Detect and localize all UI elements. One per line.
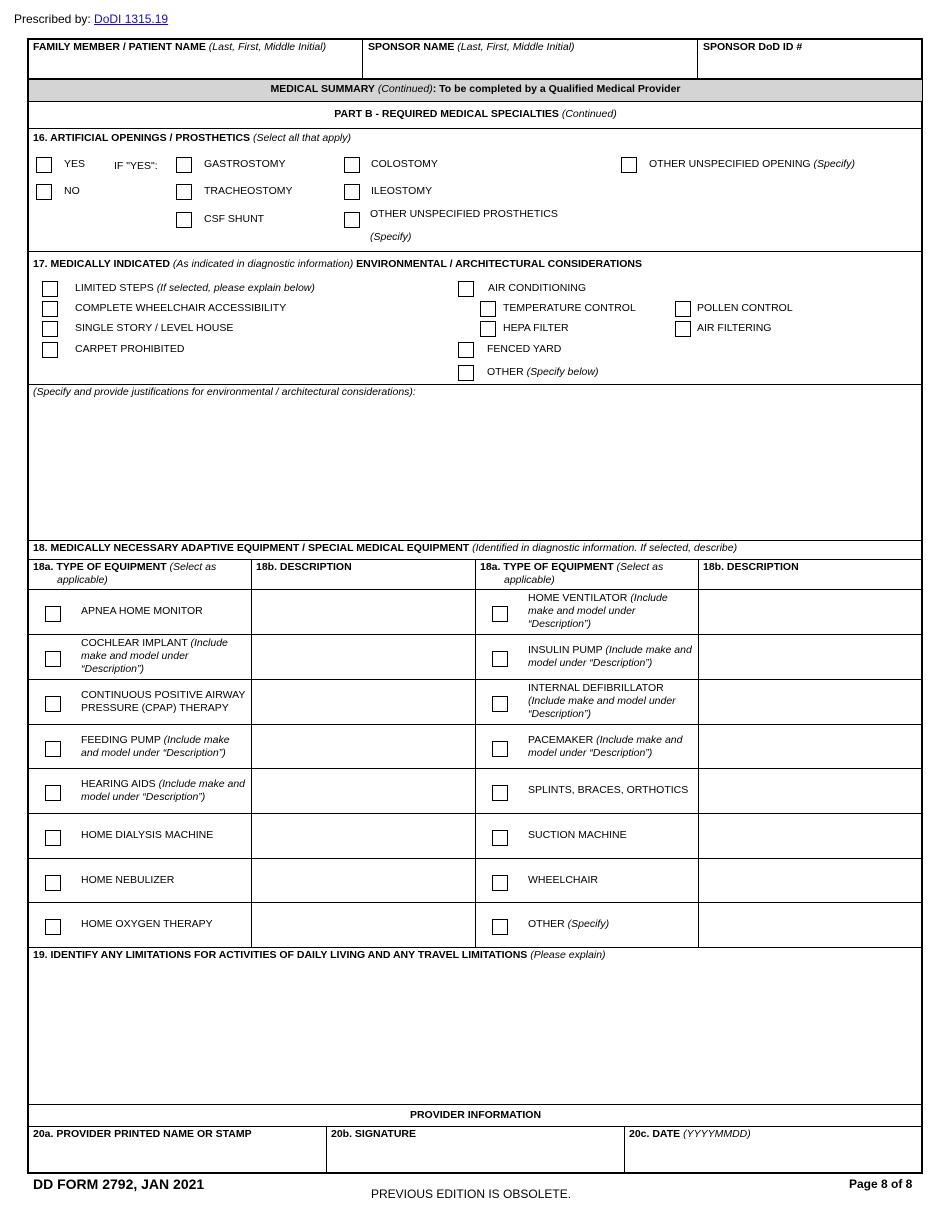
limited-steps-checkbox[interactable] — [42, 281, 58, 297]
temperature-label: TEMPERATURE CONTROL — [503, 302, 636, 314]
equip-left-description-0[interactable] — [253, 590, 473, 633]
patient-name-label: FAMILY MEMBER / PATIENT NAME (Last, First, Middle Initial) — [33, 41, 327, 53]
other-env-checkbox[interactable] — [458, 365, 474, 381]
gastrostomy-checkbox[interactable] — [176, 157, 192, 173]
equip-right-label-3 — [528, 734, 692, 760]
ileostomy-label: ILEOSTOMY — [371, 185, 433, 197]
equip-left-checkbox-5[interactable] — [45, 830, 61, 846]
equip-right-label-4 — [528, 784, 692, 797]
equip-left-description-6[interactable] — [253, 859, 473, 902]
equip-left-label-4 — [81, 778, 247, 804]
equip-left-description-7[interactable] — [253, 903, 473, 946]
col-type-right: 18a. TYPE OF EQUIPMENT (Select as — [480, 561, 664, 573]
equip-right-label-0 — [528, 592, 692, 631]
sec17-title: 17. MEDICALLY INDICATED (As indicated in diagnostic information) ENVIRONMENTAL / ARCHITECTURAL CONSIDERATIONS — [33, 258, 642, 270]
sec16-no-checkbox[interactable] — [36, 184, 52, 200]
limitations-field[interactable] — [30, 964, 920, 1102]
equip-right-checkbox-5[interactable] — [492, 830, 508, 846]
equip-hint: (Include make and model under “Description”) — [528, 592, 668, 630]
prescribed-prefix: Prescribed by: — [14, 12, 91, 26]
col-desc-left: 18b. DESCRIPTION — [256, 561, 352, 573]
equip-name: HOME VENTILATOR — [528, 592, 628, 604]
equip-right-description-4[interactable] — [700, 769, 919, 812]
justification-label: (Specify and provide justifications for environmental / architectural considerations): — [33, 386, 416, 398]
equip-left-label-5 — [81, 829, 247, 842]
justification-field[interactable] — [30, 400, 920, 538]
air-conditioning-checkbox[interactable] — [458, 281, 474, 297]
equip-right-label-6 — [528, 874, 692, 887]
equip-name: SPLINTS, BRACES, ORTHOTICS — [528, 784, 689, 796]
equip-left-checkbox-7[interactable] — [45, 919, 61, 935]
other-prosthetics-label: OTHER UNSPECIFIED PROSTHETICS — [370, 208, 558, 220]
equip-name: INSULIN PUMP — [528, 644, 603, 656]
equip-name: FEEDING PUMP — [81, 734, 161, 746]
equip-left-checkbox-3[interactable] — [45, 741, 61, 757]
pollen-label: POLLEN CONTROL — [697, 302, 793, 314]
equip-right-description-5[interactable] — [700, 814, 919, 857]
equip-left-checkbox-6[interactable] — [45, 875, 61, 891]
patient-name-field[interactable] — [30, 55, 360, 77]
equip-left-description-2[interactable] — [253, 680, 473, 723]
equip-hint: (Include make and model under “Description”) — [528, 644, 692, 669]
equip-left-label-3 — [81, 734, 247, 760]
sec18-title: 18. MEDICALLY NECESSARY ADAPTIVE EQUIPMENT / SPECIAL MEDICAL EQUIPMENT (Identified in diagnostic information. If selected, describe) — [33, 542, 738, 554]
sec16-title: 16. ARTIFICIAL OPENINGS / PROSTHETICS (Select all that apply) — [33, 132, 352, 144]
equip-left-description-3[interactable] — [253, 725, 473, 768]
equip-right-description-6[interactable] — [700, 859, 919, 902]
equip-left-checkbox-1[interactable] — [45, 651, 61, 667]
part-b-title: PART B - REQUIRED MEDICAL SPECIALTIES (Continued) — [334, 108, 617, 120]
equip-left-description-1[interactable] — [253, 635, 473, 678]
signature-label: 20b. SIGNATURE — [331, 1128, 416, 1140]
equip-name: CONTINUOUS POSITIVE AIRWAY PRESSURE (CPAP) THERAPY — [81, 689, 246, 714]
sponsor-dodid-label: SPONSOR DoD ID # — [703, 41, 803, 53]
equip-name: INTERNAL DEFIBRILLATOR — [528, 682, 664, 694]
equip-right-label-7 — [528, 918, 692, 931]
colostomy-checkbox[interactable] — [344, 157, 360, 173]
provider-name-label: 20a. PROVIDER PRINTED NAME OR STAMP — [33, 1128, 252, 1140]
equip-right-description-7[interactable] — [700, 903, 919, 946]
equip-right-description-1[interactable] — [700, 635, 919, 678]
signature-field[interactable] — [328, 1142, 622, 1170]
single-story-label: SINGLE STORY / LEVEL HOUSE — [75, 322, 234, 334]
equip-hint: (Include make and model under “Description”) — [81, 734, 230, 759]
equip-name: HOME NEBULIZER — [81, 874, 175, 886]
equip-name: HOME DIALYSIS MACHINE — [81, 829, 214, 841]
wheelchair-access-label: COMPLETE WHEELCHAIR ACCESSIBILITY — [75, 302, 287, 314]
equip-left-description-4[interactable] — [253, 769, 473, 812]
fenced-yard-label: FENCED YARD — [487, 343, 562, 355]
limited-steps-label: LIMITED STEPS (If selected, please explain below) — [75, 282, 315, 294]
equip-hint: (Include make and model under “Description”) — [528, 734, 683, 759]
equip-left-checkbox-0[interactable] — [45, 606, 61, 622]
hepa-checkbox[interactable] — [480, 321, 496, 337]
other-opening-label: OTHER UNSPECIFIED OPENING (Specify) — [649, 158, 855, 170]
temperature-checkbox[interactable] — [480, 301, 496, 317]
equip-hint: (Include make and model under “Description”) — [528, 695, 676, 720]
equip-name: HOME OXYGEN THERAPY — [81, 918, 213, 930]
equip-right-label-5 — [528, 829, 692, 842]
equip-hint: (Include make and model under “Description”) — [81, 637, 228, 675]
pollen-checkbox[interactable] — [675, 301, 691, 317]
prescribed-by — [14, 13, 168, 26]
air-conditioning-label: AIR CONDITIONING — [488, 282, 587, 294]
equip-right-checkbox-4[interactable] — [492, 785, 508, 801]
hepa-label: HEPA FILTER — [503, 322, 569, 334]
equip-hint: (Include make and model under “Description”) — [81, 778, 245, 803]
equip-right-description-2[interactable] — [700, 680, 919, 723]
equip-left-label-2 — [81, 689, 247, 715]
single-story-checkbox[interactable] — [42, 321, 58, 337]
form-id: DD FORM 2792, JAN 2021 — [33, 1176, 205, 1192]
equip-left-label-7 — [81, 918, 247, 931]
equip-right-checkbox-7[interactable] — [492, 919, 508, 935]
obsolete-notice: PREVIOUS EDITION IS OBSOLETE. — [371, 1187, 572, 1201]
equip-right-label-2 — [528, 682, 692, 721]
other-opening-checkbox[interactable] — [621, 157, 637, 173]
provider-title: PROVIDER INFORMATION — [409, 1109, 542, 1121]
sec19-title: 19. IDENTIFY ANY LIMITATIONS FOR ACTIVITIES OF DAILY LIVING AND ANY TRAVEL LIMITATIONS (Please explain) — [33, 949, 606, 961]
sec16-yes-checkbox[interactable] — [36, 157, 52, 173]
equip-name: HEARING AIDS — [81, 778, 156, 790]
air-filtering-label: AIR FILTERING — [697, 322, 772, 334]
carpet-label: CARPET PROHIBITED — [75, 343, 185, 355]
page-number: Page 8 of 8 — [849, 1177, 913, 1191]
equip-name: SUCTION MACHINE — [528, 829, 627, 841]
date-field[interactable] — [626, 1142, 920, 1170]
provider-name-field[interactable] — [30, 1142, 324, 1170]
other-prosthetics-checkbox[interactable] — [344, 212, 360, 228]
equip-right-checkbox-0[interactable] — [492, 606, 508, 622]
equip-right-checkbox-3[interactable] — [492, 741, 508, 757]
equip-left-description-5[interactable] — [253, 814, 473, 857]
wheelchair-access-checkbox[interactable] — [42, 301, 58, 317]
equip-name: PACEMAKER — [528, 734, 594, 746]
date-label: 20c. DATE (YYYYMMDD) — [629, 1128, 751, 1140]
air-filtering-checkbox[interactable] — [675, 321, 691, 337]
other-env-label: OTHER (Specify below) — [487, 366, 599, 378]
equip-right-checkbox-6[interactable] — [492, 875, 508, 891]
equip-name: APNEA HOME MONITOR — [81, 605, 203, 617]
col-desc-right: 18b. DESCRIPTION — [703, 561, 799, 573]
equip-left-label-0 — [81, 605, 247, 618]
equip-name: COCHLEAR IMPLANT — [81, 637, 188, 649]
sec16-if-yes-label: IF "YES": — [114, 160, 158, 172]
equip-left-label-6 — [81, 874, 247, 887]
tracheostomy-label: TRACHEOSTOMY — [204, 185, 293, 197]
csf-shunt-label: CSF SHUNT — [204, 213, 265, 225]
equip-right-description-0[interactable] — [700, 590, 919, 633]
equip-hint: (Specify) — [567, 918, 610, 930]
sponsor-name-field[interactable] — [366, 55, 694, 77]
other-prosthetics-specify: (Specify) — [370, 231, 412, 243]
sec16-yes-label: YES — [64, 158, 86, 170]
csf-shunt-checkbox[interactable] — [176, 212, 192, 228]
sec16-no-label: NO — [64, 185, 80, 197]
equip-right-checkbox-2[interactable] — [492, 696, 508, 712]
equip-right-label-1 — [528, 644, 692, 670]
col-type-left: 18a. TYPE OF EQUIPMENT (Select as — [33, 561, 217, 573]
medical-summary-bar: MEDICAL SUMMARY (Continued): To be completed by a Qualified Medical Provider — [29, 80, 922, 101]
fenced-yard-checkbox[interactable] — [458, 342, 474, 358]
sponsor-name-label: SPONSOR NAME (Last, First, Middle Initial) — [368, 41, 575, 53]
carpet-checkbox[interactable] — [42, 342, 58, 358]
ileostomy-checkbox[interactable] — [344, 184, 360, 200]
equip-left-label-1 — [81, 637, 247, 676]
tracheostomy-checkbox[interactable] — [176, 184, 192, 200]
equip-left-checkbox-2[interactable] — [45, 696, 61, 712]
equip-name: OTHER — [528, 918, 565, 930]
gastrostomy-label: GASTROSTOMY — [204, 158, 286, 170]
col-type-right-hint: applicable) — [504, 574, 555, 586]
colostomy-label: COLOSTOMY — [371, 158, 438, 170]
col-type-left-hint: applicable) — [57, 574, 108, 586]
equip-right-checkbox-1[interactable] — [492, 651, 508, 667]
equip-name: WHEELCHAIR — [528, 874, 599, 886]
sponsor-dodid-field[interactable] — [701, 55, 919, 77]
equip-left-checkbox-4[interactable] — [45, 785, 61, 801]
prescribed-link[interactable]: DoDI 1315.19 — [94, 12, 169, 26]
equip-right-description-3[interactable] — [700, 725, 919, 768]
